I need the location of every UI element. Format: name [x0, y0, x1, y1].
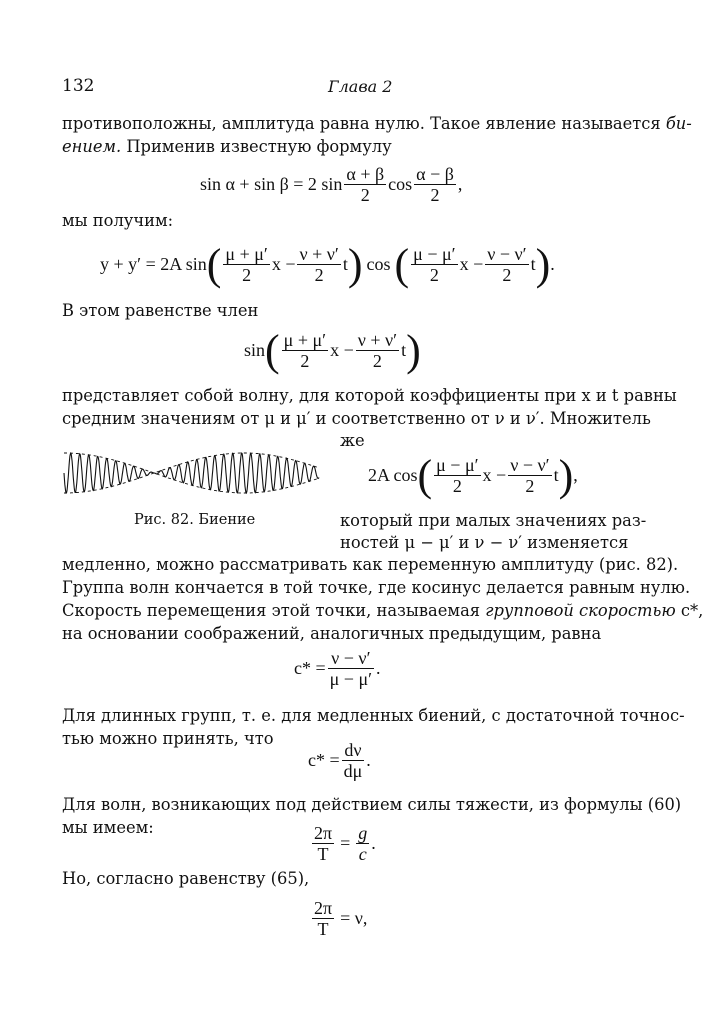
fraction: $\frac{\mu + \mu'}{2}$: [225, 244, 268, 285]
text-line: медленно, можно рассматривать как переменную амплитуду (рис. 82).: [62, 555, 679, 574]
fraction: $\frac{\alpha + \beta}{2}$: [346, 164, 385, 205]
eq-term: c* =: [308, 750, 340, 770]
equation-group-velocity: [294, 648, 381, 689]
fraction: $\frac{\nu + \nu'}{2}$: [299, 244, 339, 285]
text-line: Но, согласно равенству (65),: [62, 869, 310, 888]
fraction: $\frac{\mu + \mu'}{2}$: [283, 330, 327, 371]
equation-frequency: [310, 898, 367, 939]
text-span: c*,: [675, 601, 704, 620]
text-span-italic: групповой скоростью: [485, 601, 676, 620]
text-line: Группа волн кончается в той точке, где косинус делается равным нулю.: [62, 578, 691, 597]
text-line: ностей μ − μ′ и ν − ν′ изменяется: [340, 533, 629, 552]
eq-term: t: [553, 465, 559, 485]
eq-term: 2A cos: [368, 465, 418, 485]
eq-term: cos: [388, 174, 413, 194]
beat-wave-figure: [60, 448, 325, 498]
eq-term: t: [342, 254, 348, 274]
text-line: тью можно принять, что: [62, 729, 274, 748]
eq-term: x −: [330, 340, 354, 360]
fraction: $\frac{2\pi}{T}$: [314, 823, 333, 864]
beat-wave-line: [64, 453, 319, 493]
eq-term: x −: [271, 254, 296, 274]
fraction: $\frac{g}{c}$: [358, 823, 368, 864]
eq-term: cos: [366, 254, 391, 274]
eq-term: .: [376, 658, 381, 678]
text-line: Для длинных групп, т. е. для медленных биений, с достаточной точнос-: [62, 706, 685, 725]
eq-term: x −: [459, 254, 484, 274]
eq-term: .: [550, 254, 555, 274]
equation-sum-of-sines: [200, 164, 462, 205]
fraction: $\frac{\nu - \nu'}{2}$: [510, 455, 550, 496]
eq-term: =: [340, 833, 351, 853]
chapter-title: Глава 2: [328, 77, 393, 96]
eq-term: t: [530, 254, 536, 274]
fraction: $\frac{\alpha - \beta}{2}$: [416, 164, 454, 205]
text-line: мы получим:: [62, 211, 174, 230]
text-line: представляет собой волну, для которой коэффициенты при x и t равны: [62, 386, 677, 405]
text-line: [62, 113, 692, 135]
figure-caption: Рис. 82. Биение: [134, 512, 256, 528]
fraction: $\frac{\mu - \mu'}{2}$: [413, 244, 456, 285]
fraction: $\frac{\nu + \nu'}{2}$: [357, 330, 398, 371]
text-line: [62, 136, 392, 158]
text-line: который при малых значениях раз-: [340, 511, 647, 530]
equation-carrier-wave: sin ( $\frac{\mu + \mu'}{2}$ x − $\frac{\nu + \nu'}{2}$ t ): [244, 325, 421, 375]
text-span: противоположны, амплитуда равна нулю. Такое явление называется: [62, 114, 666, 133]
eq-term: .: [371, 833, 376, 853]
equation-group-velocity-derivative: [308, 740, 371, 781]
text-line: же: [340, 431, 365, 450]
text-line: мы имеем:: [62, 818, 154, 837]
eq-term: sin: [244, 340, 266, 360]
eq-term: t: [401, 340, 407, 360]
text-line: В этом равенстве член: [62, 301, 259, 320]
fraction: $\frac{d\nu}{d\mu}$: [343, 740, 363, 781]
text-span: Скорость перемещения этой точки, называемая: [62, 601, 486, 620]
text-line: на основании соображений, аналогичных предыдущим, равна: [62, 624, 602, 643]
eq-term: ,: [573, 465, 578, 485]
text-line: средним значениям от μ и μ′ и соответственно от ν и ν′. Множитель: [62, 409, 651, 428]
equation-amplitude-factor: 2A cos ( $\frac{\mu - \mu'}{2}$ x − $\frac{\nu - \nu'}{2}$ t ) ,: [368, 450, 578, 500]
beat-envelope-line: [64, 453, 319, 473]
text-line: [62, 600, 703, 622]
fraction: $\frac{\mu - \mu'}{2}$: [436, 455, 479, 496]
fraction: $\frac{\nu - \nu'}{\mu - \mu'}$: [329, 648, 373, 689]
equation-superposition: y + y′ = 2A sin ( $\frac{\mu + \mu'}{2}$ x − $\frac{\nu + \nu'}{2}$ t ) cos ( $\frac{\mu - \mu'}{2}$ x − $\frac{\nu - \nu'}{2}$ t ) .: [100, 239, 555, 289]
page-number: 132: [62, 76, 95, 96]
eq-term: = ν,: [340, 908, 368, 928]
eq-term: c* =: [294, 658, 326, 678]
text-line: Для волн, возникающих под действием силы тяжести, из формулы (60): [62, 795, 682, 814]
eq-term: .: [366, 750, 371, 770]
equation-gravity-waves: [310, 823, 376, 864]
text-span: Применив известную формулу: [121, 137, 392, 156]
text-span-italic: би-: [665, 114, 692, 133]
eq-term: sin α + sin β = 2 sin: [200, 174, 343, 194]
eq-term: x −: [482, 465, 507, 485]
fraction: $\frac{2\pi}{T}$: [314, 898, 333, 939]
eq-term: ,: [457, 174, 463, 194]
fraction: $\frac{\nu - \nu'}{2}$: [487, 244, 527, 285]
eq-term: y + y′ = 2A sin: [100, 254, 207, 274]
text-span-italic: ением.: [62, 137, 122, 156]
